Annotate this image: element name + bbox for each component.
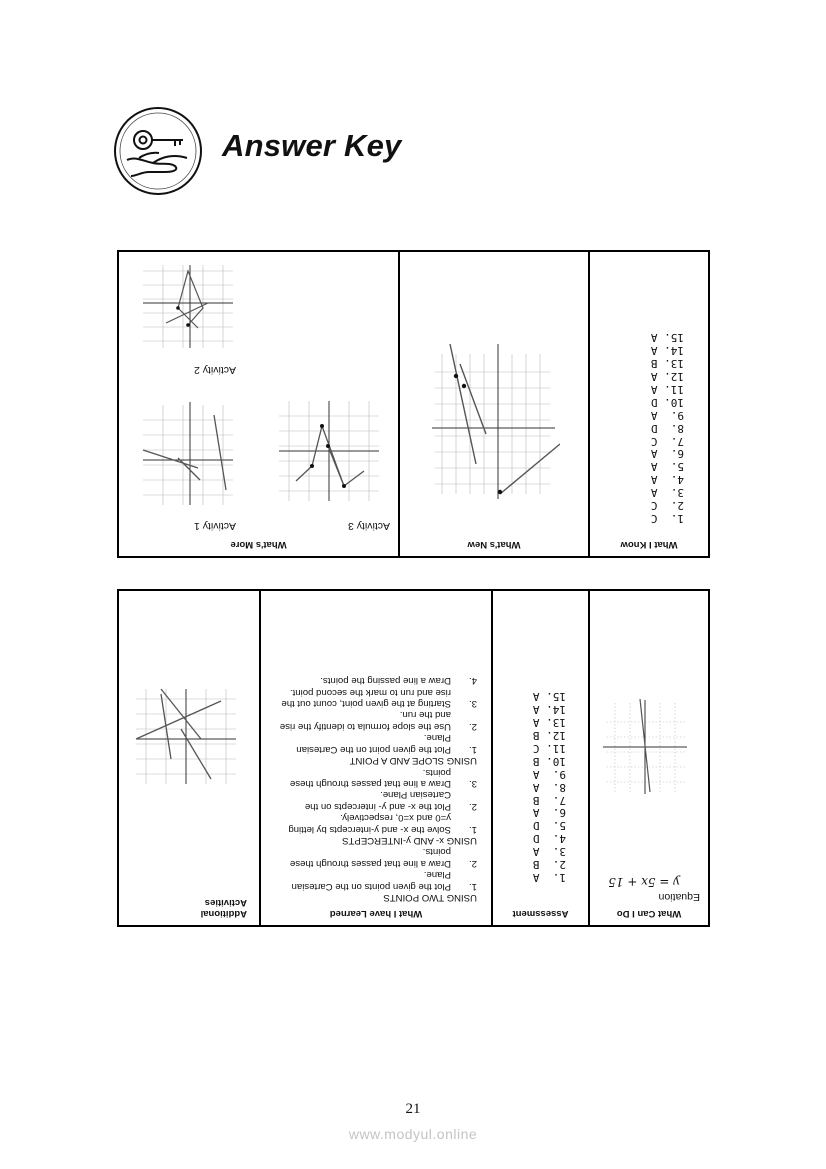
answer-item: 14. A [532,703,566,717]
what-i-know-column [590,252,708,556]
learned-steps [272,675,477,903]
answer-item: 11. A [650,382,684,396]
activity-1-label: Activity 1 [193,520,236,532]
whats-new-heading: What's New [467,539,521,550]
answer-item: 8. A [532,780,566,794]
whats-new-graph [430,334,560,504]
step-item: 3. Draw a line that passes through these points. [289,766,477,789]
answer-item: 7. C [650,434,684,448]
answer-item: 6. A [532,806,566,820]
key-in-hand-icon [113,106,203,196]
activity-3-label: Activity 3 [347,520,390,532]
answer-item: 7. B [532,793,566,807]
answer-item: 9. A [650,408,684,422]
step-item: 1. Plot the given points on the Cartesian Plane. [291,869,477,892]
activity-3-graph [274,396,384,506]
page-title: Answer Key [222,128,402,163]
additional-activities-graph [131,684,241,789]
answer-item: 8. D [650,421,684,435]
step-item: 3. Starting at the given point, count out the rise and run to mark the second point. [281,686,477,710]
group-title: USING SLOPE AND A POINT [349,755,477,767]
what-i-know-heading: What I Know [620,539,678,550]
additional-activities-column [119,591,261,925]
step-item: 4. Draw a line passing the points. [320,675,477,687]
answer-item: 9. A [532,767,566,781]
activity-2-label: Activity 2 [193,364,236,376]
what-i-know-answers [651,330,684,524]
answer-item: 5. D [532,819,566,833]
steps-group [272,846,477,903]
what-i-have-learned-column [261,591,493,925]
answer-item: 2. C [650,499,684,513]
answer-item: 1. A [532,871,566,884]
step-item: 1. Plot the given point on the Cartesian Plane. [296,732,477,755]
answer-item: 12. A [650,370,684,384]
whats-more-heading: What's More [230,539,287,550]
answer-item: 13. B [650,357,684,371]
watermark: www.modyul.online [348,1126,478,1142]
step-item: 2. Plot the x- and y- intercepts on the Cartesian Plane. [304,789,477,812]
answer-item: 3. A [650,486,684,500]
step-item: 2. Use the slope formula to identify the rise and the run. [279,709,477,732]
answer-item: 15. A [650,331,684,345]
group-title: USING x- AND y-INTERCEPTS [342,834,477,846]
answer-item: 4. D [532,832,566,846]
answer-item: 2. B [532,858,566,872]
assessment-answers [533,689,566,883]
assessment-heading: Assessment [512,908,569,919]
answer-item: 12. B [532,729,566,743]
answer-item: 5. A [650,460,684,474]
answer-item: 10. B [532,754,566,768]
answer-item: 1. C [650,512,684,525]
what-can-i-do-heading: What Can I Do [616,908,682,919]
what-can-i-do-column [590,591,708,925]
answer-item: 15. A [532,690,566,704]
answer-item: 14. A [650,344,684,358]
equation-value: y = 5x + 15 [608,875,680,889]
additional-activities-heading: Additional Activities [200,897,247,919]
whats-new-column [400,252,590,556]
answer-item: 6. A [650,447,684,461]
steps-group [272,766,477,846]
step-item: 1. Solve the x- and y-intercepts by letting y=0 and x=0, respectively. [288,812,477,835]
page-number: 21 [405,1101,421,1117]
answer-table-top [117,250,710,558]
answer-table-bottom [117,589,710,927]
what-i-have-learned-heading: What I have Learned [329,908,423,919]
what-can-i-do-graph [600,697,690,797]
step-item: 2. Draw a line that passes through these points. [289,846,477,869]
activity-2-graph [138,261,238,353]
answer-item: 10. D [650,395,684,409]
answer-item: 4. A [650,473,684,487]
answer-item: 3. A [532,845,566,859]
whats-more-column [119,252,400,556]
answer-item: 13. A [532,716,566,730]
equation-label: Equation [658,891,700,903]
steps-group [272,675,477,766]
answer-item: 11. C [532,741,566,755]
assessment-column [493,591,590,925]
group-title: USING TWO POINTS [383,892,477,903]
activity-1-graph [138,398,238,510]
